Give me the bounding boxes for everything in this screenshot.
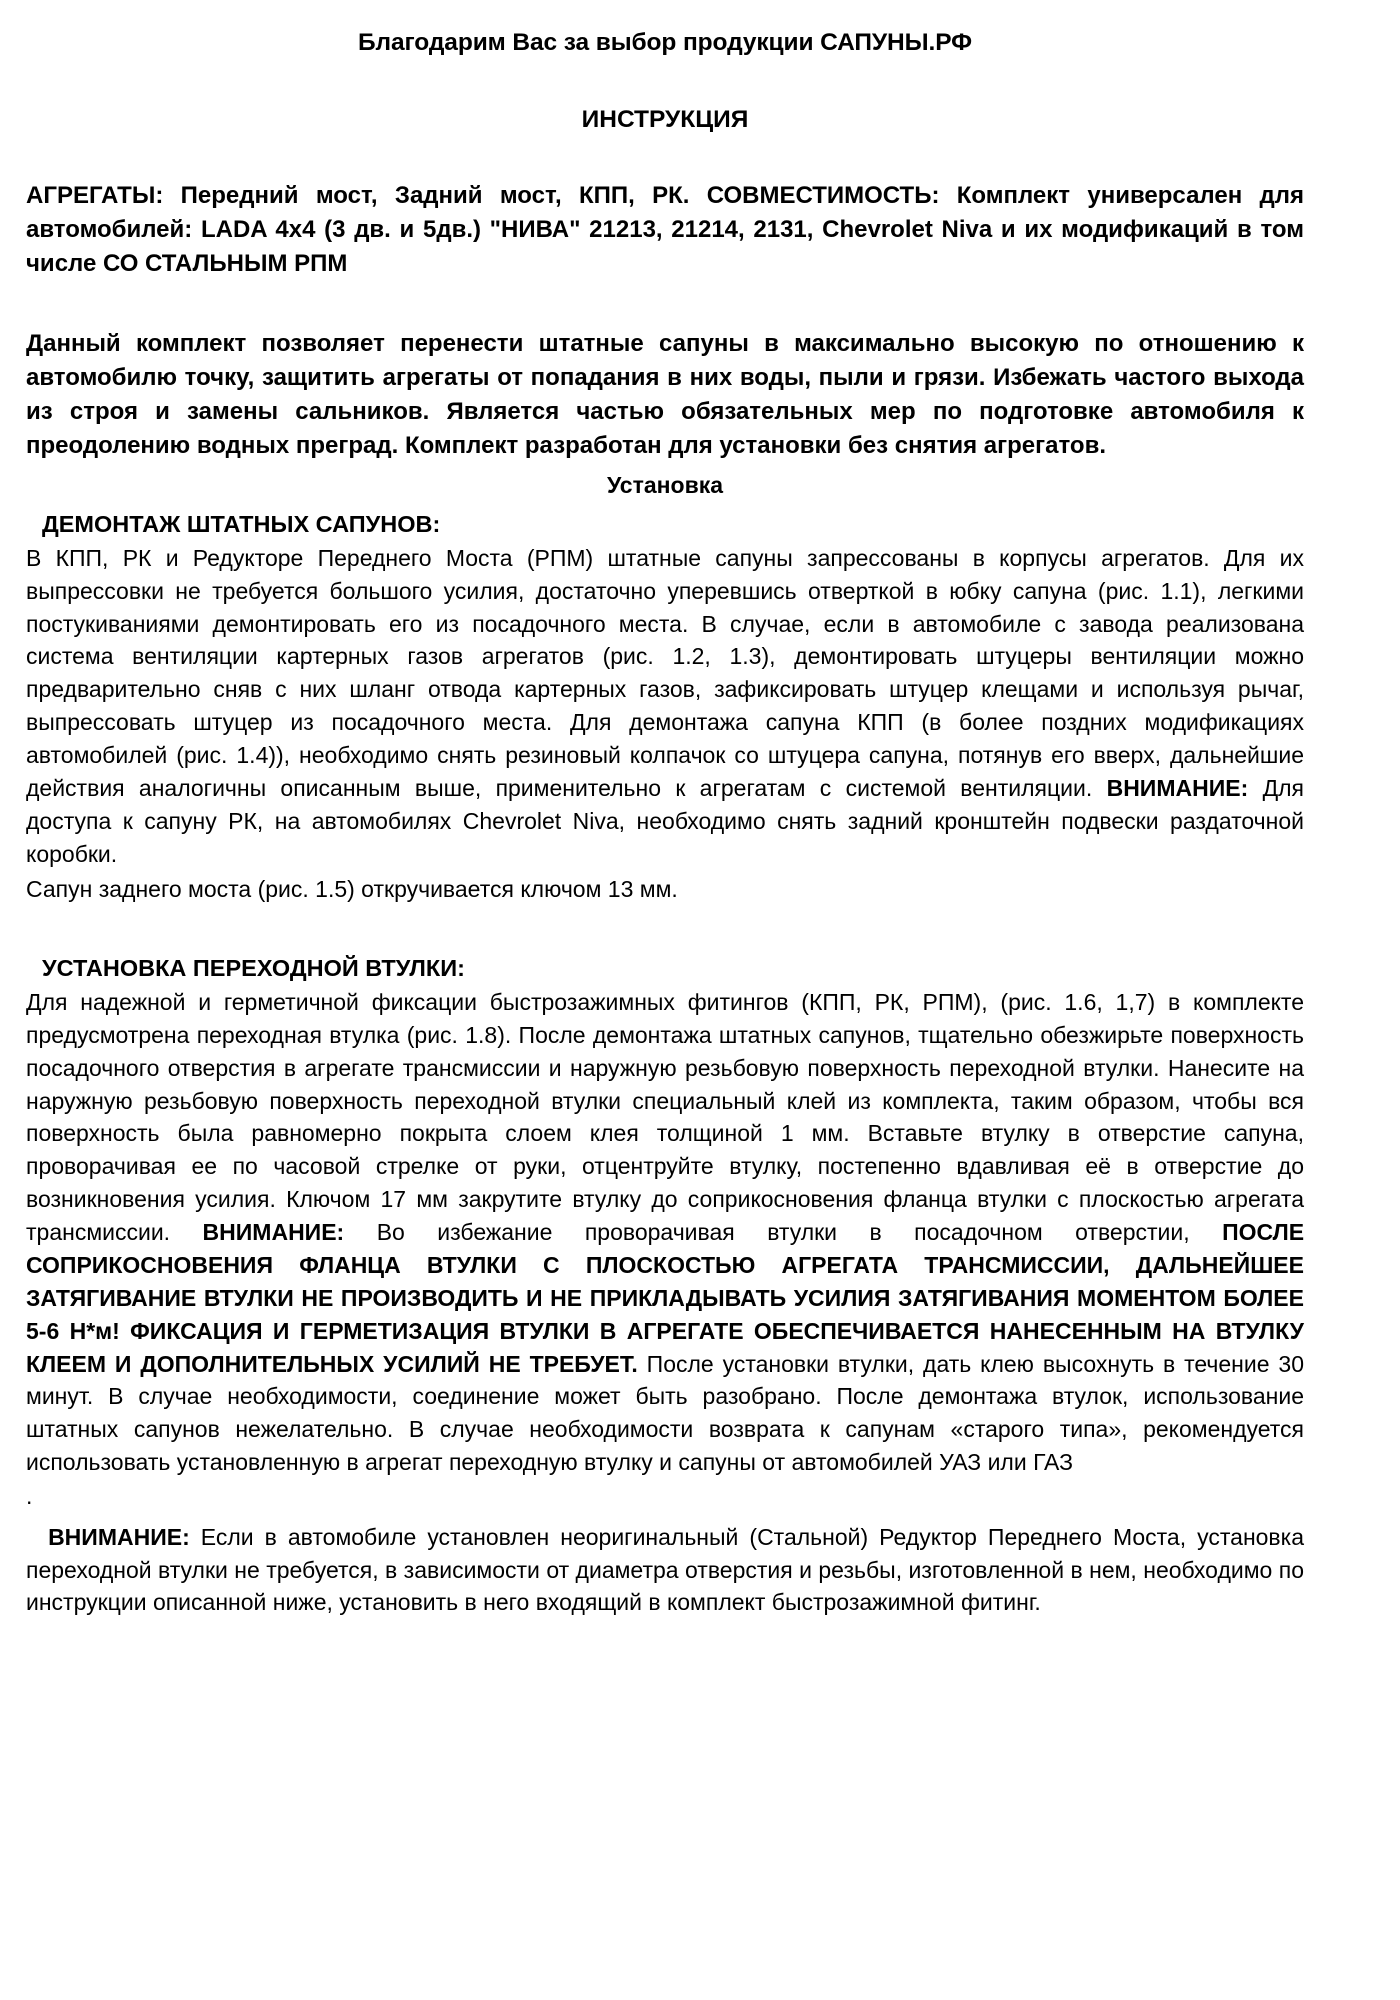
section-heading-bushing: УСТАНОВКА ПЕРЕХОДНОЙ ВТУЛКИ:: [42, 955, 465, 982]
bushing-caps-warning: ПОСЛЕ СОПРИКОСНОВЕНИЯ ФЛАНЦА ВТУЛКИ С ПЛОСКОСТЬЮ АГРЕГАТА ТРАНСМИССИИ, ДАЛЬНЕЙШЕЕ ЗАТЯГИВАНИЕ ВТУЛКИ НЕ ПРОИЗВОДИТЬ И НЕ ПРИКЛАДЫВАТЬ УСИЛИЯ ЗАТЯГИВАНИЯ МОМЕНТОМ БОЛЕЕ 5-6 Н*м! ФИКСАЦИЯ И ГЕРМЕТИЗАЦИЯ ВТУЛКИ В АГРЕГАТЕ ОБЕСПЕЧИВАЕТСЯ НАНЕСЕННЫМ НА ВТУЛКУ КЛЕЕМ И ДОПОЛНИТЕЛЬНЫХ УСИЛИЙ НЕ ТРЕБУЕТ.: [26, 1219, 1305, 1377]
dismantling-body-part2: Для доступа к сапуну РК, на автомобилях Chevrolet Niva, необходимо снять задний кронштейн подвески раздаточной коробки.: [26, 774, 1305, 867]
final-attention-text: Если в автомобиле установлен неоригинальный (Стальной) Редуктор Переднего Моста, установка переходной втулки не требуется, в зависимости от диаметра отверстия и резьбы, изготовленной в нем, необходимо по инструкции описанной ниже, установить в него входящий в комплект быстрозажимной фитинг.: [26, 1523, 1305, 1616]
attention-label-bushing: ВНИМАНИЕ:: [202, 1219, 345, 1246]
bushing-body-part2: Во избежание проворачивая втулки в посадочном отверстии,: [376, 1219, 1190, 1246]
orphan-period: .: [26, 1483, 33, 1510]
purpose-text: Данный комплект позволяет перенести штатные сапуны в максимально высокую по отношению к автомобилю точку, защитить агрегаты от попадания в них воды, пыли и грязи. Избежать частого выхода из строя и замены сальников. Является частью обязательных мер по подготовке автомобиля к преодолению водных преград. Комплект разработан для установки без снятия агрегатов.: [26, 330, 1304, 460]
attention-label-final: ВНИМАНИЕ:: [48, 1523, 190, 1550]
bushing-body-part3: После установки втулки, дать клею высохнуть в течение 30 минут. В случае необходимости, соединение может быть разобрано. После демонтажа втулок, использование штатных сапунов нежелательно. В случае необходимости возврата к сапунам «старого типа», рекомендуется использовать установленную в агрегат переходную втулку и сапуны от автомобилей УАЗ или ГАЗ: [26, 1350, 1305, 1476]
bushing-body: [26, 986, 1304, 1479]
attention-label-dismantling: ВНИМАНИЕ:: [1106, 774, 1249, 801]
section-heading-dismantling: ДЕМОНТАЖ ШТАТНЫХ САПУНОВ:: [42, 511, 441, 538]
purpose-block: [26, 327, 1304, 463]
compatibility-block: [26, 179, 1304, 281]
rear-axle-breather-note: Сапун заднего моста (рис. 1.5) откручивается ключом 13 мм.: [26, 875, 678, 902]
final-attention-body: [26, 1521, 1304, 1620]
document-subtitle: ИНСТРУКЦИЯ: [581, 106, 749, 134]
installation-heading: Установка: [606, 472, 724, 499]
dismantling-body-part1: В КПП, РК и Редукторе Переднего Моста (РПМ) штатные сапуны запрессованы в корпусы агрегатов. Для их выпрессовки не требуется большого усилия, достаточно уперевшись отверткой в юбку сапуна (рис. 1.1), легкими постукиваниями демонтировать его из посадочного места. В случае, если в автомобиле с завода реализована система вентиляции картерных газов агрегатов (рис. 1.2, 1.3), демонтировать штуцеры вентиляции можно предварительно сняв с них шланг отвода картерных газов, зафиксировать штуцер клещами и используя рычаг, выпрессовать штуцер из посадочного места. Для демонтажа сапуна КПП (в более поздних модификациях автомобилей (рис. 1.4)), необходимо снять резиновый колпачок со штуцера сапуна, потянув его вверх, дальнейшие действия аналогичны описанным выше, применительно к агрегатам с системой вентиляции.: [26, 544, 1304, 801]
bushing-body-part1: Для надежной и герметичной фиксации быстрозажимных фитингов (КПП, РК, РПМ), (рис. 1.6, 1,7) в комплекте предусмотрена переходная втулка (рис. 1.8). После демонтажа штатных сапунов, тщательно обезжирьте поверхность посадочного отверстия в агрегате трансмиссии и наружную резьбовую поверхность переходной втулки. Нанесите на наружную резьбовую поверхность переходной втулки специальный клей из комплекта, таким образом, чтобы вся поверхность была равномерно покрыта слоем клея толщиной 1 мм. Вставьте втулку в отверстие сапуна, проворачивая ее по часовой стрелке от руки, отцентруйте втулку, постепенно вдавливая её в отверстие до возникновения усилия. Ключом 17 мм закрутите втулку до соприкосновения фланца втулки с плоскостью агрегата трансмиссии.: [26, 988, 1304, 1246]
page-title: Благодарим Вас за выбор продукции САПУНЫ.РФ: [358, 29, 972, 56]
compatibility-text: АГРЕГАТЫ: Передний мост, Задний мост, КПП, РК. СОВМЕСТИМОСТЬ: Комплект универсален для автомобилей: LADA 4x4 (3 дв. и 5дв.) "НИВА" 21213, 21214, 2131, Chevrolet Niva и их модификаций в том числе СО СТАЛЬНЫМ РПМ: [26, 181, 1304, 277]
dismantling-body: [26, 542, 1304, 871]
